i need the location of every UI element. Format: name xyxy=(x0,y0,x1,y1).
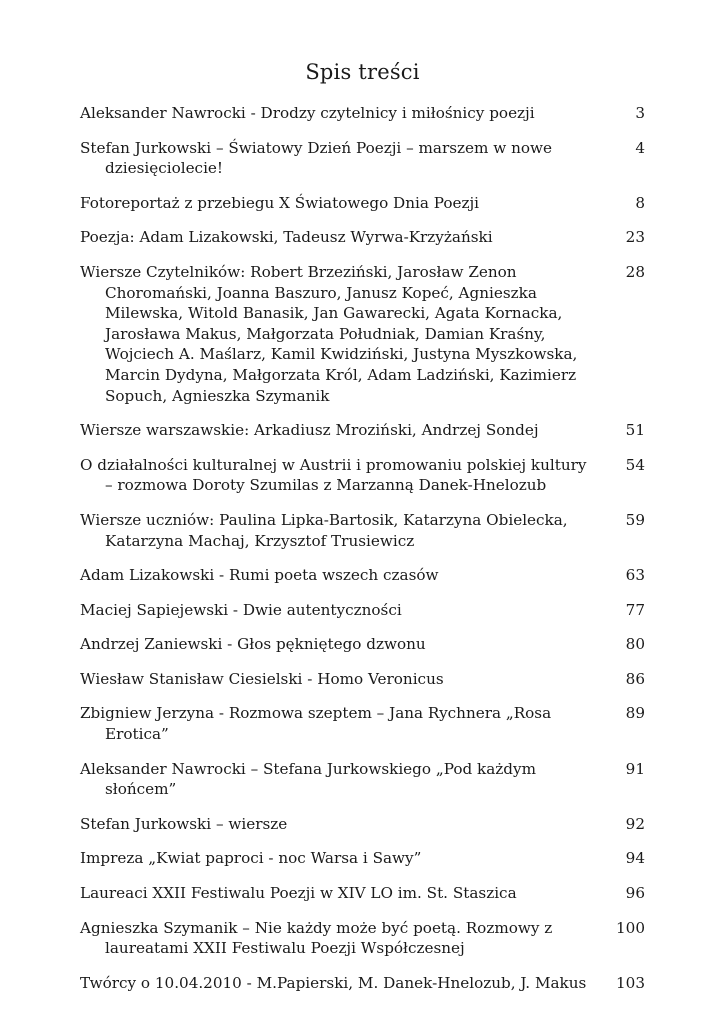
toc-entry xyxy=(80,227,645,248)
toc-entry-page-number: 77 xyxy=(625,600,645,619)
toc-entry xyxy=(80,193,645,214)
toc-entry xyxy=(80,600,645,621)
toc-entry xyxy=(80,759,645,800)
toc-entry-title: Wiersze Czytelników: Robert Brzeziński, Jarosław Zenon Choromański, Joanna Baszuro, Janusz Kopeć, Agnieszka Milewska, Witold Banasik, Jan Gawarecki, Agata Kornacka, Jarosława Makus, Małgorzata Południak, Damian Kraśny, Wojciech A. Maślarz, Kamil Kwidziński, Justyna Myszkowska, Marcin Dydyna, Małgorzata Król, Adam Ladziński, Kazimierz Sopuch, Agnieszka Szymanik xyxy=(80,262,578,405)
toc-entry xyxy=(80,703,645,744)
toc-entry xyxy=(80,848,645,869)
toc-entry-page-number: 89 xyxy=(625,704,645,723)
toc-entry-title: Twórcy o 10.04.2010 - M.Papierski, M. Danek-Hnelozub, J. Makus xyxy=(80,973,587,992)
toc-entry-page-number: 28 xyxy=(625,262,645,281)
toc-entry-title: Impreza „Kwiat paproci - noc Warsa i Sawy” xyxy=(80,849,422,868)
toc-entry-title: Zbigniew Jerzyna - Rozmowa szeptem – Jana Rychnera „Rosa Erotica” xyxy=(80,704,552,744)
toc-entry-title: Stefan Jurkowski – wiersze xyxy=(80,814,288,833)
toc-entry-page-number: 63 xyxy=(625,566,645,585)
toc-entry-title: Maciej Sapiejewski - Dwie autentyczności xyxy=(80,600,402,619)
toc-entry-page-number: 96 xyxy=(625,884,645,903)
toc-entry xyxy=(80,420,645,441)
toc-entry-title: Agnieszka Szymanik – Nie każdy może być poetą. Rozmowy z laureatami XXII Festiwalu Poezji Współczesnej xyxy=(80,918,553,958)
toc-entry-page-number: 59 xyxy=(625,510,645,529)
toc-list xyxy=(80,103,645,993)
toc-entry-title: Poezja: Adam Lizakowski, Tadeusz Wyrwa-Krzyżański xyxy=(80,228,493,247)
toc-entry xyxy=(80,103,645,124)
toc-entry xyxy=(80,634,645,655)
toc-entry xyxy=(80,814,645,835)
toc-entry-title: Adam Lizakowski - Rumi poeta wszech czasów xyxy=(80,566,439,585)
toc-entry-title: Wiersze uczniów: Paulina Lipka-Bartosik, Katarzyna Obielecka, Katarzyna Machaj, Krzysztof Trusiewicz xyxy=(80,510,568,550)
toc-entry xyxy=(80,883,645,904)
toc-entry-page-number: 86 xyxy=(625,669,645,688)
toc-entry-title: Wiersze warszawskie: Arkadiusz Mroziński, Andrzej Sondej xyxy=(80,421,539,440)
toc-entry-title: Aleksander Nawrocki – Stefana Jurkowskiego „Pod każdym słońcem” xyxy=(80,759,536,799)
toc-entry-page-number: 80 xyxy=(625,635,645,654)
toc-entry-page-number: 54 xyxy=(625,455,645,474)
toc-entry-page-number: 94 xyxy=(625,849,645,868)
toc-entry xyxy=(80,918,645,959)
toc-entry xyxy=(80,510,645,551)
toc-entry-title: O działalności kulturalnej w Austrii i promowaniu polskiej kultury – rozmowa Doroty Szumilas z Marzanną Danek-Hnelozub xyxy=(80,455,587,495)
toc-entry-page-number: 91 xyxy=(625,759,645,778)
toc-entry-page-number: 100 xyxy=(616,918,645,937)
toc-entry xyxy=(80,973,645,994)
toc-entry-page-number: 92 xyxy=(625,814,645,833)
toc-entry xyxy=(80,455,645,496)
toc-entry-page-number: 103 xyxy=(616,973,645,992)
toc-entry xyxy=(80,669,645,690)
toc-entry-title: Stefan Jurkowski – Światowy Dzień Poezji – marszem w nowe dziesięciolecie! xyxy=(80,138,552,178)
toc-entry-page-number: 51 xyxy=(625,421,645,440)
toc-entry xyxy=(80,565,645,586)
toc-entry-title: Fotoreportaż z przebiegu X Światowego Dnia Poezji xyxy=(80,193,480,212)
toc-entry-title: Wiesław Stanisław Ciesielski - Homo Veronicus xyxy=(80,669,444,688)
toc-entry-page-number: 23 xyxy=(625,228,645,247)
page-title: Spis treści xyxy=(305,60,420,84)
toc-entry xyxy=(80,262,645,406)
table-of-contents-page xyxy=(80,60,645,1007)
toc-entry-title: Aleksander Nawrocki - Drodzy czytelnicy i miłośnicy poezji xyxy=(80,104,535,122)
toc-entry-title: Andrzej Zaniewski - Głos pękniętego dzwonu xyxy=(80,635,426,654)
toc-entry-page-number: 3 xyxy=(635,104,645,122)
toc-entry xyxy=(80,138,645,179)
toc-entry-title: Laureaci XXII Festiwalu Poezji w XIV LO im. St. Staszica xyxy=(80,884,517,903)
toc-entry-page-number: 8 xyxy=(635,193,645,212)
toc-entry-page-number: 4 xyxy=(635,138,645,157)
